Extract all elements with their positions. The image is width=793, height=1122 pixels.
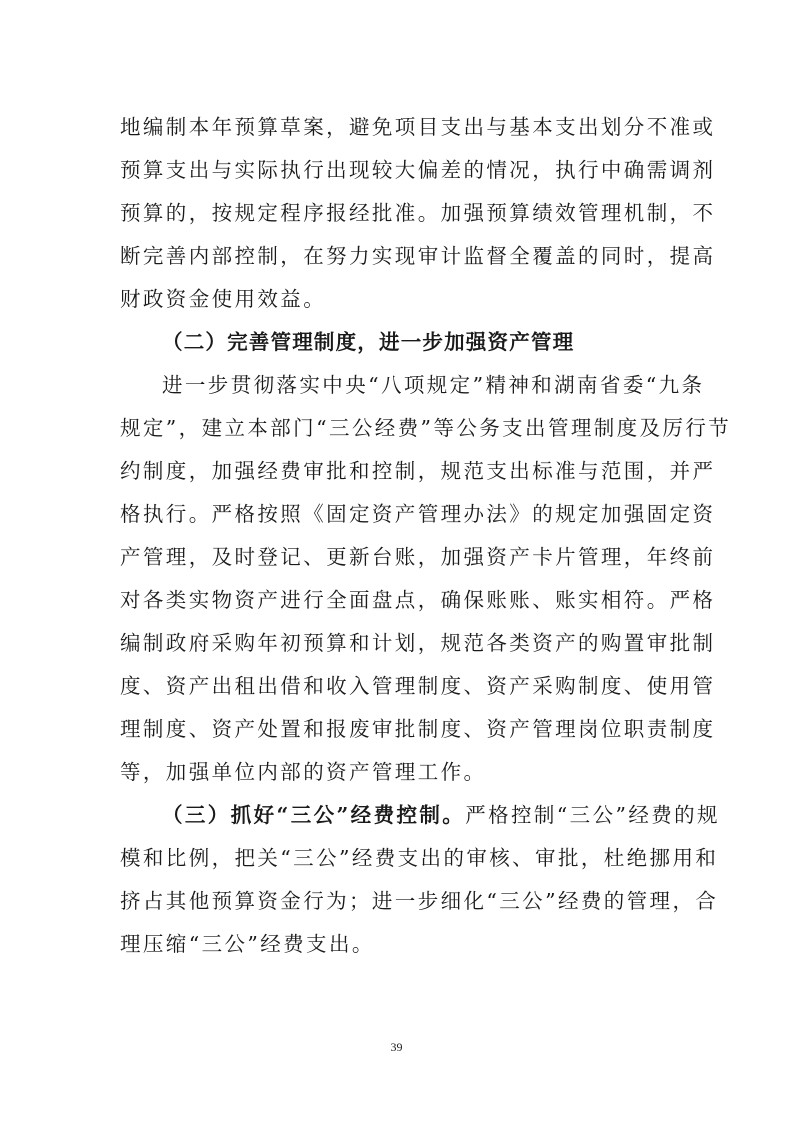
paragraph-line: 预算的，按规定程序报经批准。加强预算绩效管理机制，不 [120, 201, 716, 225]
paragraph-line-rest: 严格控制“三公”经费的规 [465, 803, 720, 827]
paragraph-line: 进一步贯彻落实中央“八项规定”精神和湖南省委“九条 [162, 373, 705, 397]
paragraph-line: 约制度，加强经费审批和控制，规范支出标准与范围，并严 [120, 459, 716, 483]
section-heading-2: （二）完善管理制度，进一步加强资产管理 [162, 330, 575, 354]
paragraph-line: 断完善内部控制，在努力实现审计监督全覆盖的同时，提高 [120, 244, 716, 268]
body-text [120, 106, 732, 966]
paragraph-line: 理制度、资产处置和报废审批制度、资产管理岗位职责制度 [120, 717, 716, 741]
paragraph-line: 度、资产出租出借和收入管理制度、资产采购制度、使用管 [120, 674, 716, 698]
paragraph-asset-management [120, 364, 732, 794]
paragraph-line [120, 794, 720, 837]
paragraph-line: 规定”，建立本部门“三公经费”等公务支出管理制度及厉行节 [120, 416, 732, 440]
paragraph-line: 挤占其他预算资金行为；进一步细化“三公”经费的管理，合 [120, 889, 719, 913]
paragraph-line: 财政资金使用效益。 [120, 287, 327, 311]
paragraph-line: 等，加强单位内部的资产管理工作。 [120, 760, 487, 784]
paragraph-three-public-expenses [120, 794, 720, 966]
paragraph-line: 理压缩“三公”经费支出。 [120, 932, 375, 956]
page-number: 39 [390, 1040, 403, 1054]
section-heading-3: （三）抓好“三公”经费控制。 [162, 803, 466, 827]
paragraph-line: 格执行。严格按照《固定资产管理办法》的规定加强固定资 [120, 502, 716, 526]
paragraph-line: 编制政府采购年初预算和计划，规范各类资产的购置审批制 [120, 631, 716, 655]
paragraph-line: 对各类实物资产进行全面盘点，确保账账、账实相符。严格 [120, 588, 716, 612]
paragraph-line: 模和比例，把关“三公”经费支出的审核、审批，杜绝挪用和 [120, 846, 719, 870]
paragraph-budget-continuation [120, 106, 716, 321]
paragraph-line: 预算支出与实际执行出现较大偏差的情况，执行中确需调剂 [120, 158, 716, 182]
paragraph-line: 产管理，及时登记、更新台账，加强资产卡片管理，年终前 [120, 545, 716, 569]
paragraph-line: 地编制本年预算草案，避免项目支出与基本支出划分不准或 [120, 115, 716, 139]
